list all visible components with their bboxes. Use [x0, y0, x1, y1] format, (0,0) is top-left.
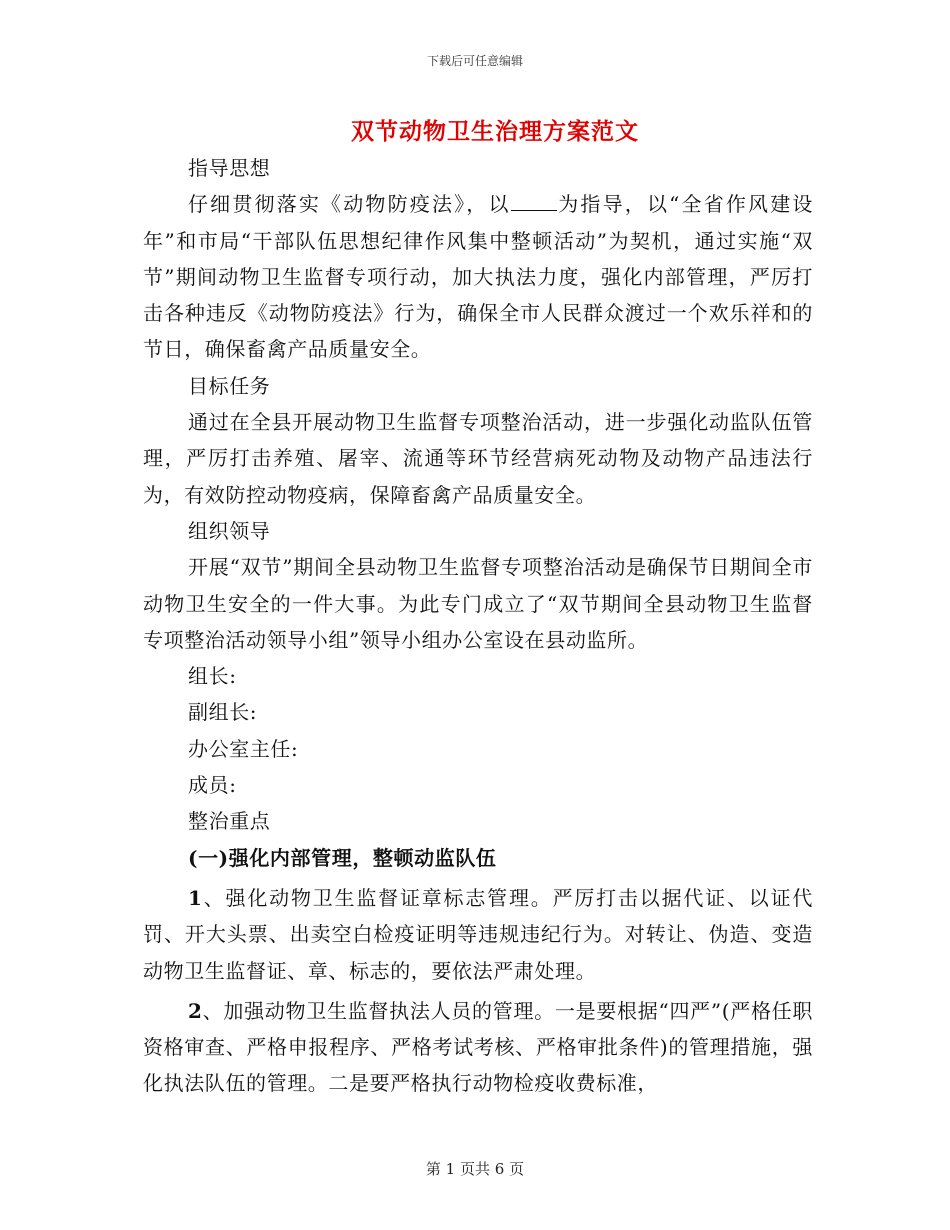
office-director-line: 办公室主任:: [188, 736, 299, 761]
item1-paragraph: [143, 880, 813, 989]
guiding-paragraph: [143, 186, 813, 367]
guiding-heading: 指导思想: [188, 156, 271, 180]
org-paragraph: 开展“双节”期间全县动物卫生监督专项整治活动是确保节日期间全市动物卫生安全的一件大事。为此专门成立了“双节期间全县动物卫生监督专项整治活动领导小组”领导小组办公室设在县动监所。: [143, 555, 813, 652]
vice-leader-line: 副组长:: [188, 700, 258, 725]
section1-heading: (一)强化内部管理，整顿动监队伍: [188, 845, 497, 870]
guiding-text-part1: 仔细贯彻落实《动物防疫法》，以: [188, 192, 511, 217]
item2-number: 2: [188, 998, 203, 1023]
item1-number: 1: [188, 885, 203, 910]
goal-paragraph: 通过在全县开展动物卫生监督专项整治活动，进一步强化动监队伍管理，严厉打击养殖、屠宰、流通等环节经营病死动物及动物产品违法行为，有效防控动物疫病，保障畜禽产品质量安全。: [143, 410, 813, 507]
item2-paragraph: [143, 993, 813, 1102]
item2-text: 、加强动物卫生监督执法人员的管理。一是要根据“四严”(严格任职资格审查、严格申报程序、严格考试考核、严格审批条件)的管理措施，强化执法队伍的管理。二是要严格执行动物检疫收费标准，: [143, 998, 813, 1096]
org-heading: 组织领导: [188, 518, 271, 543]
page-footer-number: 第 1 页共 6 页: [425, 1160, 525, 1178]
focus-heading: 整治重点: [188, 809, 271, 834]
leader-line: 组长:: [188, 664, 237, 689]
guiding-text-part2: 为指导，以“全省作风建设年”和市局“干部队伍思想纪律作风集中整顿活动”为契机，通过实施“双节”期间动物卫生监督专项行动，加大执法力度，强化内部管理，严厉打击各种违反《动物防疫法》行为，确保全市人民群众渡过一个欢乐祥和的节日，确保畜禽产品质量安全。: [143, 192, 813, 362]
members-line: 成员:: [188, 773, 237, 798]
document-body: [143, 150, 813, 1102]
document-title: 双节动物卫生治理方案范文: [351, 118, 639, 145]
goal-heading: 目标任务: [188, 373, 271, 398]
fill-in-blank: [511, 192, 557, 211]
item1-text: 、强化动物卫生监督证章标志管理。严厉打击以据代证、以证代罚、开大头票、出卖空白检疫证明等违规违纪行为。对转让、伪造、变造动物卫生监督证、章、标志的，要依法严肃处理。: [143, 885, 813, 983]
page-header-note: 下载后可任意编辑: [426, 54, 523, 68]
